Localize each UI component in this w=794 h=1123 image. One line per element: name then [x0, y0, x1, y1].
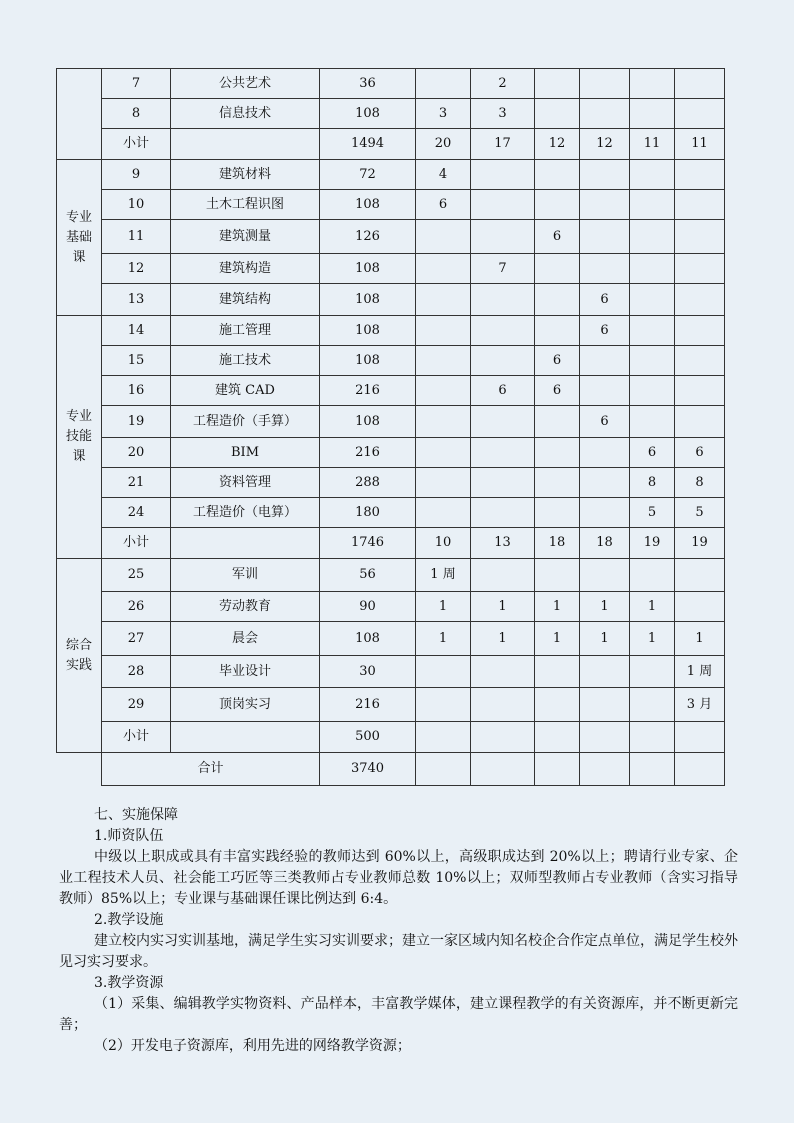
- semester-3-weekly-hours: [535, 656, 580, 688]
- semester-1-weekly-hours: [416, 69, 471, 99]
- semester-3-weekly-hours: 1: [535, 592, 580, 622]
- course-number: 24: [102, 498, 171, 528]
- semester-6-weekly-hours: [675, 346, 725, 376]
- semester-5-weekly-hours: [630, 688, 675, 722]
- semester-6-weekly-hours: [675, 592, 725, 622]
- table-row: [57, 160, 725, 190]
- semester-6-weekly-hours: 8: [675, 468, 725, 498]
- subtotal-semester-3: 18: [535, 528, 580, 559]
- semester-2-weekly-hours: 6: [471, 376, 535, 406]
- semester-5-weekly-hours: [630, 559, 675, 592]
- semester-6-weekly-hours: 3 月: [675, 688, 725, 722]
- semester-2-weekly-hours: [471, 346, 535, 376]
- subtotal-semester-6: [675, 722, 725, 753]
- semester-6-weekly-hours: [675, 406, 725, 438]
- course-hours: 56: [320, 559, 416, 592]
- course-hours: 108: [320, 190, 416, 220]
- course-name: 劳动教育: [171, 592, 320, 622]
- category-cell-general: [57, 69, 102, 160]
- course-hours: 216: [320, 438, 416, 468]
- course-number: 28: [102, 656, 171, 688]
- course-hours: 180: [320, 498, 416, 528]
- semester-6-weekly-hours: [675, 69, 725, 99]
- course-name: 晨会: [171, 622, 320, 656]
- subtotal-semester-5: 11: [630, 129, 675, 160]
- semester-2-weekly-hours: [471, 468, 535, 498]
- semester-3-weekly-hours: [535, 498, 580, 528]
- semester-2-weekly-hours: 1: [471, 622, 535, 656]
- course-hours: 108: [320, 346, 416, 376]
- semester-4-weekly-hours: [580, 254, 630, 284]
- semester-1-weekly-hours: 1: [416, 622, 471, 656]
- course-number: 7: [102, 69, 171, 99]
- semester-4-weekly-hours: [580, 559, 630, 592]
- course-hours: 90: [320, 592, 416, 622]
- course-name: 建筑结构: [171, 284, 320, 316]
- semester-2-weekly-hours: 1: [471, 592, 535, 622]
- category-label-line: 实践: [65, 657, 92, 673]
- course-number: 15: [102, 346, 171, 376]
- course-name: 顶岗实习: [171, 688, 320, 722]
- blank-cell: [57, 753, 102, 786]
- semester-3-weekly-hours: [535, 468, 580, 498]
- subtotal-semester-2: 13: [471, 528, 535, 559]
- course-hours: 108: [320, 284, 416, 316]
- course-name: 工程造价（电算）: [171, 498, 320, 528]
- table-row: [57, 284, 725, 316]
- semester-5-weekly-hours: 1: [630, 592, 675, 622]
- course-hours: 216: [320, 376, 416, 406]
- category-label-line: 课: [72, 449, 86, 464]
- semester-2-weekly-hours: 7: [471, 254, 535, 284]
- paragraph-resources-1: （1）采集、编辑教学实物资料、产品样本，丰富教学媒体，建立课程教学的有关资源库，并不断更新完善；: [59, 996, 738, 1033]
- semester-4-weekly-hours: [580, 498, 630, 528]
- semester-4-weekly-hours: 6: [580, 406, 630, 438]
- course-hours: 126: [320, 220, 416, 254]
- semester-5-weekly-hours: [630, 656, 675, 688]
- semester-5-weekly-hours: 1: [630, 622, 675, 656]
- subtotal-semester-1: [416, 722, 471, 753]
- semester-4-weekly-hours: 6: [580, 316, 630, 346]
- category-label-line: 课: [72, 249, 86, 265]
- table-row: [57, 688, 725, 722]
- semester-4-weekly-hours: 6: [580, 284, 630, 316]
- course-number: 14: [102, 316, 171, 346]
- semester-4-weekly-hours: 1: [580, 592, 630, 622]
- semester-1-weekly-hours: [416, 346, 471, 376]
- course-name: 建筑测量: [171, 220, 320, 254]
- course-name: 军训: [171, 559, 320, 592]
- subtotal-semester-4: 12: [580, 129, 630, 160]
- semester-4-weekly-hours: [580, 468, 630, 498]
- course-name: 土木工程识图: [171, 190, 320, 220]
- semester-2-weekly-hours: [471, 559, 535, 592]
- grand-total-hours: 3740: [320, 753, 416, 786]
- semester-6-weekly-hours: [675, 160, 725, 190]
- course-number: 13: [102, 284, 171, 316]
- semester-5-weekly-hours: [630, 160, 675, 190]
- subtotal-row: [57, 129, 725, 160]
- semester-6-weekly-hours: 1: [675, 622, 725, 656]
- course-name: 公共艺术: [171, 69, 320, 99]
- subtotal-semester-5: 19: [630, 528, 675, 559]
- semester-5-weekly-hours: [630, 316, 675, 346]
- semester-2-weekly-hours: [471, 438, 535, 468]
- semester-3-weekly-hours: [535, 99, 580, 129]
- course-number: 11: [102, 220, 171, 254]
- semester-5-weekly-hours: [630, 99, 675, 129]
- subtotal-name: [171, 722, 320, 753]
- semester-3-weekly-hours: [535, 69, 580, 99]
- semester-1-weekly-hours: 6: [416, 190, 471, 220]
- course-number: 10: [102, 190, 171, 220]
- semester-2-weekly-hours: 3: [471, 99, 535, 129]
- course-number: 19: [102, 406, 171, 438]
- semester-5-weekly-hours: [630, 69, 675, 99]
- course-number: 21: [102, 468, 171, 498]
- table-row: [57, 376, 725, 406]
- semester-4-weekly-hours: [580, 69, 630, 99]
- semester-4-weekly-hours: [580, 160, 630, 190]
- table-row: [57, 254, 725, 284]
- semester-5-weekly-hours: [630, 254, 675, 284]
- table-row: [57, 99, 725, 129]
- semester-3-weekly-hours: [535, 254, 580, 284]
- subtotal-semester-6: 19: [675, 528, 725, 559]
- semester-5-weekly-hours: [630, 220, 675, 254]
- grand-total-label: 合计: [102, 753, 320, 786]
- grand-total-semester-5: [630, 753, 675, 786]
- subtotal-hours: 1494: [320, 129, 416, 160]
- course-name: 信息技术: [171, 99, 320, 129]
- grand-total-semester-6: [675, 753, 725, 786]
- semester-3-weekly-hours: [535, 438, 580, 468]
- subtotal-semester-5: [630, 722, 675, 753]
- semester-3-weekly-hours: [535, 160, 580, 190]
- category-label-line: 基础: [65, 229, 92, 245]
- course-hours: 108: [320, 406, 416, 438]
- semester-6-weekly-hours: [675, 559, 725, 592]
- semester-3-weekly-hours: [535, 316, 580, 346]
- semester-3-weekly-hours: [535, 406, 580, 438]
- semester-4-weekly-hours: [580, 438, 630, 468]
- semester-3-weekly-hours: 1: [535, 622, 580, 656]
- course-hours: 288: [320, 468, 416, 498]
- course-number: 16: [102, 376, 171, 406]
- semester-6-weekly-hours: 1 周: [675, 656, 725, 688]
- course-hours: 216: [320, 688, 416, 722]
- table-row: [57, 316, 725, 346]
- category-cell-skills: [57, 316, 102, 559]
- semester-2-weekly-hours: [471, 406, 535, 438]
- semester-6-weekly-hours: [675, 376, 725, 406]
- semester-4-weekly-hours: [580, 688, 630, 722]
- semester-1-weekly-hours: [416, 376, 471, 406]
- semester-3-weekly-hours: [535, 688, 580, 722]
- semester-6-weekly-hours: [675, 190, 725, 220]
- course-number: 8: [102, 99, 171, 129]
- subtotal-semester-3: 12: [535, 129, 580, 160]
- semester-5-weekly-hours: [630, 406, 675, 438]
- subtotal-row: [57, 722, 725, 753]
- course-name: 建筑 CAD: [171, 376, 320, 406]
- table-row: [57, 622, 725, 656]
- subtotal-label: 小计: [102, 129, 171, 160]
- semester-3-weekly-hours: [535, 284, 580, 316]
- semester-1-weekly-hours: [416, 498, 471, 528]
- semester-5-weekly-hours: 8: [630, 468, 675, 498]
- subtotal-semester-1: 10: [416, 528, 471, 559]
- semester-1-weekly-hours: 1: [416, 592, 471, 622]
- semester-4-weekly-hours: [580, 376, 630, 406]
- table-row: [57, 220, 725, 254]
- semester-1-weekly-hours: [416, 438, 471, 468]
- semester-2-weekly-hours: [471, 498, 535, 528]
- course-number: 25: [102, 559, 171, 592]
- semester-5-weekly-hours: [630, 376, 675, 406]
- course-number: 26: [102, 592, 171, 622]
- semester-1-weekly-hours: 1 周: [416, 559, 471, 592]
- subtotal-hours: 500: [320, 722, 416, 753]
- course-number: 27: [102, 622, 171, 656]
- semester-2-weekly-hours: [471, 220, 535, 254]
- grand-total-semester-1: [416, 753, 471, 786]
- semester-2-weekly-hours: [471, 160, 535, 190]
- paragraph-facilities: 建立校内实习实训基地，满足学生实习实训要求；建立一家区域内知名校企合作定点单位，满足学生校外见习实习要求。: [59, 933, 738, 970]
- semester-4-weekly-hours: [580, 346, 630, 376]
- category-cell-foundation: [57, 160, 102, 316]
- subtotal-name: [171, 129, 320, 160]
- semester-6-weekly-hours: 5: [675, 498, 725, 528]
- semester-6-weekly-hours: [675, 99, 725, 129]
- semester-1-weekly-hours: 4: [416, 160, 471, 190]
- curriculum-table: [56, 68, 725, 786]
- implementation-section: [59, 805, 738, 1057]
- subtotal-semester-1: 20: [416, 129, 471, 160]
- grand-total-semester-3: [535, 753, 580, 786]
- semester-6-weekly-hours: [675, 284, 725, 316]
- semester-3-weekly-hours: [535, 190, 580, 220]
- category-label-line: 专业: [65, 209, 92, 225]
- grand-total-row: [57, 753, 725, 786]
- semester-5-weekly-hours: [630, 284, 675, 316]
- subheading-resources: 3.教学资源: [94, 975, 164, 991]
- course-name: 施工技术: [171, 346, 320, 376]
- semester-2-weekly-hours: [471, 688, 535, 722]
- semester-6-weekly-hours: [675, 220, 725, 254]
- semester-6-weekly-hours: [675, 316, 725, 346]
- table-row: [57, 592, 725, 622]
- course-number: 20: [102, 438, 171, 468]
- table-row: [57, 69, 725, 99]
- semester-5-weekly-hours: 6: [630, 438, 675, 468]
- semester-1-weekly-hours: [416, 220, 471, 254]
- course-name: 建筑构造: [171, 254, 320, 284]
- semester-3-weekly-hours: 6: [535, 346, 580, 376]
- course-name: 资料管理: [171, 468, 320, 498]
- paragraph-teachers: 中级以上职成或具有丰富实践经验的教师达到 60%以上，高级职成达到 20%以上；聘请行业专家、企业工程技术人员、社会能工巧匠等三类教师占专业教师总数 10%以上；双师型教师占专业教师（含实习指导教师）85%以上；专业课与基础课任课比例达到 6:4。: [59, 849, 738, 907]
- grand-total-semester-4: [580, 753, 630, 786]
- semester-6-weekly-hours: 6: [675, 438, 725, 468]
- semester-4-weekly-hours: 1: [580, 622, 630, 656]
- course-hours: 108: [320, 316, 416, 346]
- semester-1-weekly-hours: [416, 406, 471, 438]
- course-hours: 72: [320, 160, 416, 190]
- paragraph-resources-2: （2）开发电子资源库，利用先进的网络教学资源；: [94, 1038, 411, 1054]
- course-hours: 30: [320, 656, 416, 688]
- semester-4-weekly-hours: [580, 220, 630, 254]
- subtotal-label: 小计: [102, 722, 171, 753]
- semester-1-weekly-hours: [416, 688, 471, 722]
- semester-5-weekly-hours: [630, 190, 675, 220]
- semester-2-weekly-hours: [471, 656, 535, 688]
- semester-5-weekly-hours: 5: [630, 498, 675, 528]
- table-row: [57, 438, 725, 468]
- course-name: BIM: [171, 438, 320, 468]
- subtotal-label: 小计: [102, 528, 171, 559]
- subtotal-hours: 1746: [320, 528, 416, 559]
- semester-3-weekly-hours: 6: [535, 220, 580, 254]
- table-row: [57, 559, 725, 592]
- semester-1-weekly-hours: [416, 254, 471, 284]
- course-name: 毕业设计: [171, 656, 320, 688]
- table-row: [57, 498, 725, 528]
- course-number: 29: [102, 688, 171, 722]
- subtotal-semester-2: 17: [471, 129, 535, 160]
- semester-1-weekly-hours: [416, 284, 471, 316]
- semester-3-weekly-hours: [535, 559, 580, 592]
- course-hours: 108: [320, 254, 416, 284]
- category-label-line: 技能: [65, 429, 92, 444]
- subtotal-semester-2: [471, 722, 535, 753]
- semester-2-weekly-hours: 2: [471, 69, 535, 99]
- course-number: 12: [102, 254, 171, 284]
- grand-total-semester-2: [471, 753, 535, 786]
- table-row: [57, 406, 725, 438]
- semester-2-weekly-hours: [471, 284, 535, 316]
- table-row: [57, 346, 725, 376]
- semester-2-weekly-hours: [471, 316, 535, 346]
- table-row: [57, 190, 725, 220]
- subtotal-name: [171, 528, 320, 559]
- table-row: [57, 468, 725, 498]
- subtotal-semester-6: 11: [675, 129, 725, 160]
- course-name: 建筑材料: [171, 160, 320, 190]
- course-number: 9: [102, 160, 171, 190]
- course-name: 施工管理: [171, 316, 320, 346]
- table-row: [57, 656, 725, 688]
- course-hours: 108: [320, 622, 416, 656]
- course-hours: 36: [320, 69, 416, 99]
- semester-2-weekly-hours: [471, 190, 535, 220]
- category-label-line: 综合: [65, 637, 92, 653]
- semester-4-weekly-hours: [580, 99, 630, 129]
- semester-1-weekly-hours: [416, 468, 471, 498]
- course-hours: 108: [320, 99, 416, 129]
- semester-3-weekly-hours: 6: [535, 376, 580, 406]
- category-label-line: 专业: [65, 409, 92, 424]
- course-name: 工程造价（手算）: [171, 406, 320, 438]
- semester-1-weekly-hours: [416, 316, 471, 346]
- subtotal-semester-4: [580, 722, 630, 753]
- semester-4-weekly-hours: [580, 190, 630, 220]
- subtotal-semester-3: [535, 722, 580, 753]
- category-cell-practice: [57, 559, 102, 753]
- subheading-facilities: 2.教学设施: [94, 912, 164, 928]
- semester-4-weekly-hours: [580, 656, 630, 688]
- section-heading: 七、实施保障: [94, 807, 178, 823]
- semester-6-weekly-hours: [675, 254, 725, 284]
- semester-1-weekly-hours: 3: [416, 99, 471, 129]
- semester-5-weekly-hours: [630, 346, 675, 376]
- subtotal-semester-4: 18: [580, 528, 630, 559]
- subheading-teachers: 1.师资队伍: [94, 828, 164, 844]
- semester-1-weekly-hours: [416, 656, 471, 688]
- subtotal-row: [57, 528, 725, 559]
